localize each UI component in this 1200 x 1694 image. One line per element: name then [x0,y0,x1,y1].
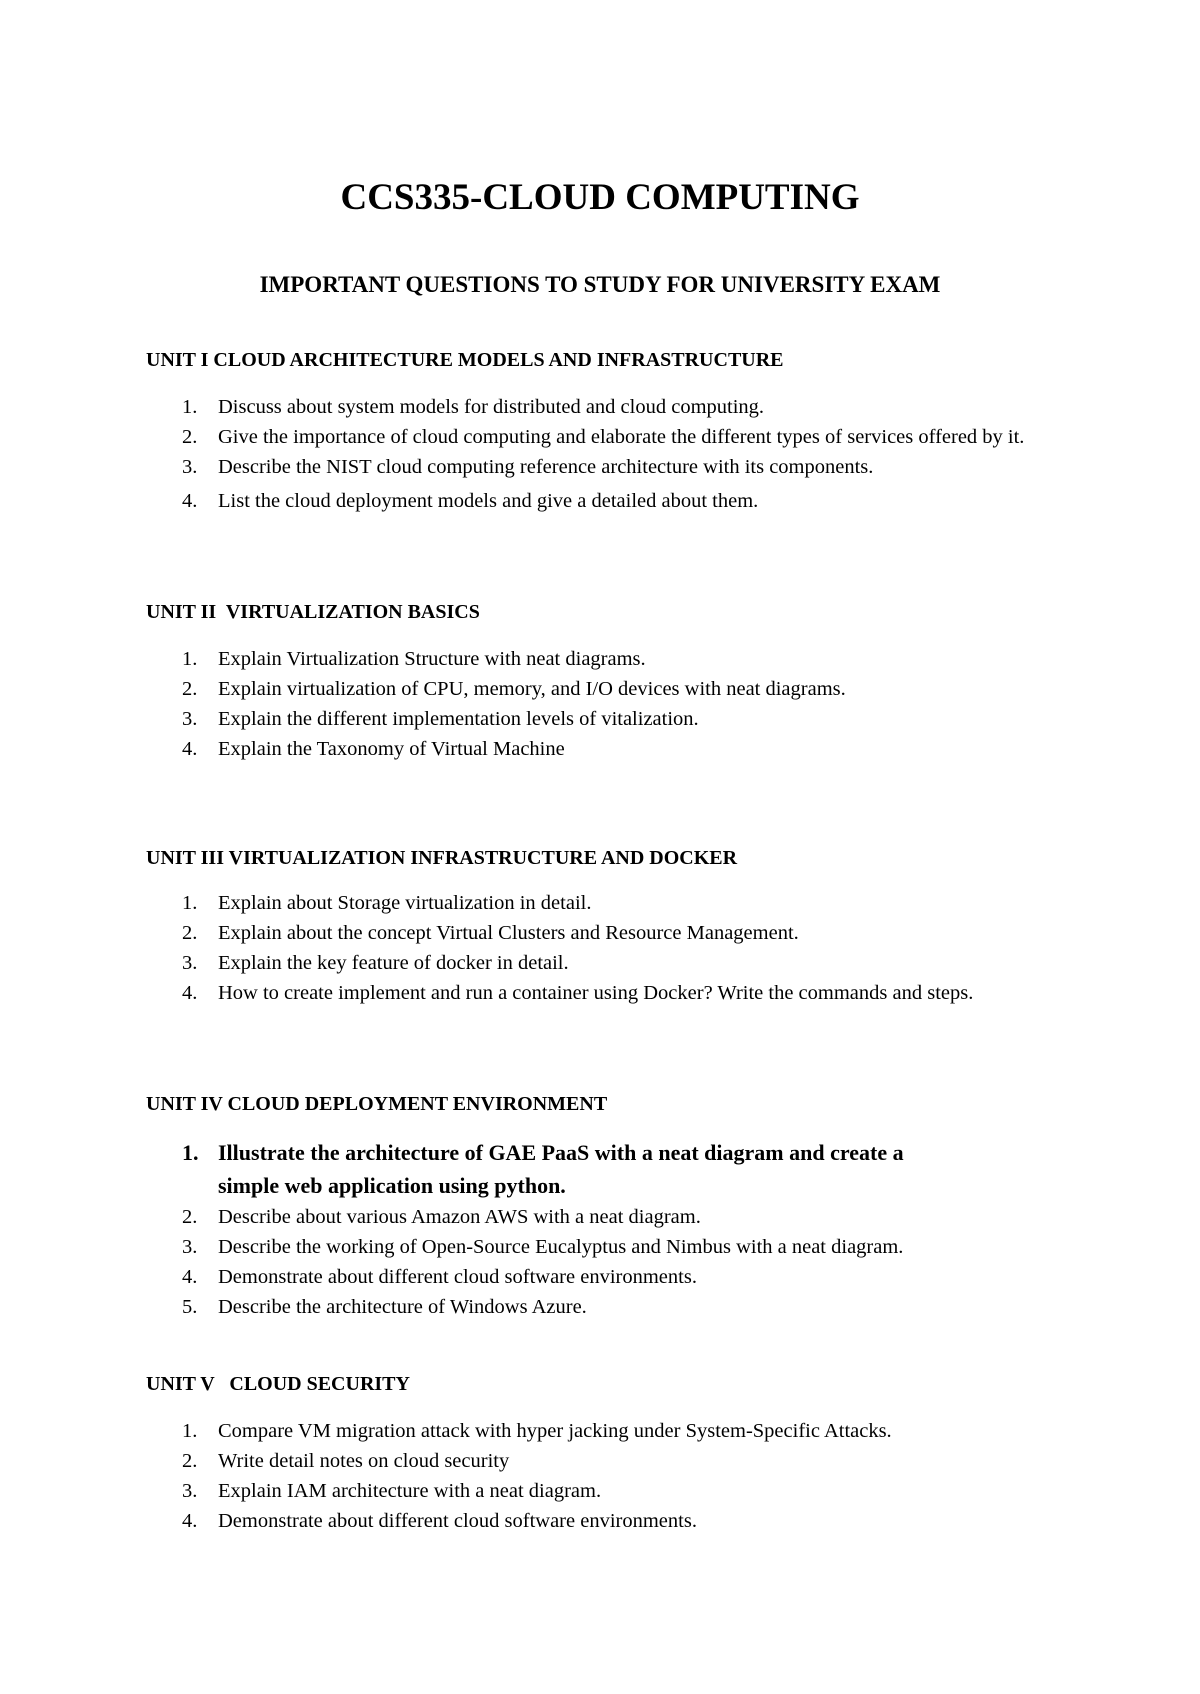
question-text: Explain the different implementation levels of vitalization. [218,708,699,730]
unit-heading: UNIT IV CLOUD DEPLOYMENT ENVIRONMENT [146,1093,608,1115]
question-item [146,888,1106,918]
question-number: 1. [182,648,198,670]
unit-4-section [146,1092,1106,1322]
unit-1-section [146,348,1106,516]
question-number: 3. [182,456,198,478]
question-text: Describe the working of Open-Source Eucalyptus and Nimbus with a neat diagram. [218,1236,904,1258]
question-number: 1. [182,396,198,418]
question-number: 4. [182,490,198,512]
question-text: How to create implement and run a container using Docker? Write the commands and steps. [218,982,974,1004]
question-item [146,948,1106,978]
question-list [146,888,1106,1008]
question-text: Describe about various Amazon AWS with a neat diagram. [218,1206,701,1228]
unit-heading: UNIT III VIRTUALIZATION INFRASTRUCTURE AND DOCKER [146,847,738,869]
question-item [146,1476,1106,1506]
question-item [146,1232,1106,1262]
question-text: Compare VM migration attack with hyper jacking under System-Specific Attacks. [218,1420,892,1442]
unit-heading: UNIT II VIRTUALIZATION BASICS [146,601,480,623]
question-item [146,978,1106,1008]
document-subtitle: IMPORTANT QUESTIONS TO STUDY FOR UNIVERSITY EXAM [259,272,941,297]
question-number: 2. [182,1450,198,1472]
question-number: 3. [182,1236,198,1258]
question-number: 1. [182,892,198,914]
question-text: Demonstrate about different cloud software environments. [218,1266,697,1288]
unit-3-section [146,846,1106,1008]
question-number: 4. [182,738,198,760]
question-text: Demonstrate about different cloud software environments. [218,1510,697,1532]
question-item [146,704,1106,734]
unit-5-section [146,1372,1106,1536]
question-item [146,1506,1106,1536]
document-title: CCS335-CLOUD COMPUTING [340,177,860,218]
question-number: 1. [182,1140,199,1165]
question-item [146,1262,1106,1292]
question-number: 2. [182,1206,198,1228]
question-text: Describe the NIST cloud computing reference architecture with its components. [218,456,874,478]
question-text: Explain about the concept Virtual Clusters and Resource Management. [218,922,799,944]
question-item [146,674,1106,704]
question-text: Explain virtualization of CPU, memory, and I/O devices with neat diagrams. [218,678,846,700]
question-number: 2. [182,426,198,448]
question-item [146,1202,1106,1232]
question-list [146,644,1106,764]
question-text: Explain IAM architecture with a neat diagram. [218,1480,602,1502]
question-text: Explain the key feature of docker in detail. [218,952,569,974]
question-text: Write detail notes on cloud security [218,1450,510,1472]
question-number: 3. [182,952,198,974]
question-number: 4. [182,1266,198,1288]
question-item [146,422,1106,452]
question-item [146,486,1106,516]
question-number: 3. [182,708,198,730]
question-item [146,1136,1106,1202]
question-item [146,918,1106,948]
question-text: Describe the architecture of Windows Azure. [218,1296,587,1318]
question-text: List the cloud deployment models and give a detailed about them. [218,490,759,512]
question-text: Explain the Taxonomy of Virtual Machine [218,738,565,760]
question-item [146,734,1106,764]
question-list [146,392,1106,516]
question-text: Give the importance of cloud computing and elaborate the different types of services offered by it. [218,426,1025,448]
question-number: 1. [182,1420,198,1442]
question-number: 3. [182,1480,198,1502]
question-item [146,1292,1106,1322]
unit-heading: UNIT V CLOUD SECURITY [146,1373,410,1395]
unit-2-section [146,600,1106,764]
unit-heading: UNIT I CLOUD ARCHITECTURE MODELS AND INFRASTRUCTURE [146,349,784,371]
question-number: 2. [182,678,198,700]
question-number: 5. [182,1296,198,1318]
question-item [146,644,1106,674]
question-list [146,1136,1106,1322]
question-item [146,1416,1106,1446]
question-list [146,1416,1106,1536]
question-number: 2. [182,922,198,944]
question-item [146,392,1106,422]
question-item [146,1446,1106,1476]
question-text: Discuss about system models for distributed and cloud computing. [218,396,765,418]
question-text: Explain Virtualization Structure with neat diagrams. [218,648,646,670]
question-text: Explain about Storage virtualization in detail. [218,892,592,914]
question-number: 4. [182,1510,198,1532]
question-item [146,452,1106,482]
question-text: Illustrate the architecture of GAE PaaS with a neat diagram and create a simple web application using python. [218,1140,904,1198]
question-number: 4. [182,982,198,1004]
